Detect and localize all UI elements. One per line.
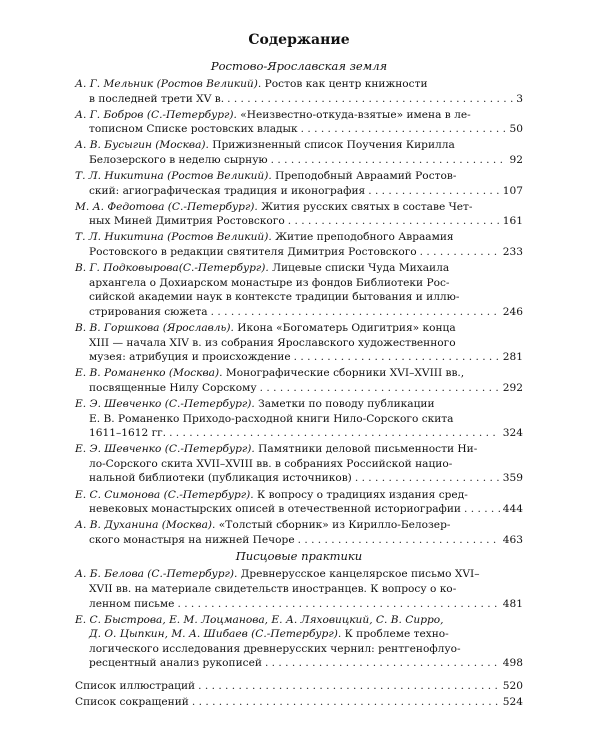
toc-entry: [75, 366, 523, 395]
entry-text: Список иллюстраций: [75, 679, 196, 692]
page-title: Содержание: [248, 32, 350, 48]
entry-author: Т. Л. Никитина (Ростов Великий).: [75, 170, 272, 183]
entry-text: Список сокращений: [75, 695, 189, 708]
entry-text: К вопросу о традициях издания сред-: [257, 488, 468, 501]
entry-text: Житие преподобного Авраамия: [275, 231, 454, 244]
page-number: 524: [502, 695, 523, 708]
page-number: 50: [509, 123, 523, 136]
entry-text: ресцентный анализ рукописей: [89, 657, 262, 670]
leader-dots: [288, 214, 500, 229]
toc-entry: [75, 442, 523, 486]
entry-first-line: [75, 518, 523, 533]
entry-first-line: [75, 261, 523, 276]
entry-first-line: [75, 613, 523, 628]
entry-text: Икона «Богоматерь Одигитрия» конца: [237, 322, 456, 334]
entry-author: А. Г. Бобров (С.-Петербург).: [75, 108, 237, 121]
entry-author: Е. С. Быстрова, Е. М. Лоцманова, Е. А. Ляховицкий, С. В. Сирро,: [75, 613, 444, 626]
entry-last-line: [75, 656, 523, 671]
page-number: 444: [502, 503, 523, 516]
entry-author: Е. В. Романенко (Москва).: [75, 367, 223, 380]
leader-dots: [298, 533, 500, 548]
entry-text: Преподобный Авраамий Ростов-: [275, 170, 457, 183]
toc-entry: [75, 488, 523, 517]
entry-line: ло-Сорского скита XVII–XVIII вв. в собраниях Российской нацио-: [89, 457, 453, 470]
page-number: 463: [502, 533, 523, 546]
entry-line: сийской академии наук в контексте традиции бытования и иллю-: [89, 291, 460, 304]
leader-dots: [464, 502, 500, 517]
entry-author: В. В. Горшкова (Ярославль).: [75, 322, 234, 334]
entry-text: нальной библиотеки (публикация источников): [89, 472, 352, 485]
entry-text: Прижизненный список Поучения Кирилла: [212, 139, 455, 152]
entry-first-line: [75, 138, 523, 153]
entry-text: в последней трети XV в.: [89, 92, 225, 105]
entry-author: А. Б. Белова (С.-Петербург).: [75, 568, 238, 581]
entry-last-line: [75, 381, 523, 396]
entry-text: Жития русских святых в составе Чет-: [261, 200, 473, 213]
leader-dots: [271, 153, 507, 168]
entry-first-line: [75, 200, 523, 215]
page-number: 498: [502, 657, 523, 670]
entry-text: «Толстый сборник» из Кирилло-Белозер-: [218, 519, 451, 532]
entry-text: музея: атрибуция и происхождение: [89, 351, 291, 364]
leader-dots: [368, 184, 500, 199]
entry-first-line: [75, 77, 523, 92]
leader-dots: [294, 350, 500, 365]
toc-entry: [75, 77, 523, 106]
page-number: 92: [509, 153, 523, 166]
entry-author: Д. О. Цыпкин, М. А. Шибаев (С.-Петербург).: [89, 628, 342, 641]
entry-first-line: [75, 230, 523, 245]
leader-dots: [198, 679, 500, 694]
entry-first-line: [75, 442, 523, 457]
page-number: 233: [502, 246, 523, 259]
page-number: 161: [502, 215, 523, 228]
leader-dots: [420, 245, 500, 260]
entry-author: Е. Э. Шевченко (С.-Петербург).: [75, 397, 255, 410]
entry-text: Белозерского в неделю сырную: [89, 153, 268, 166]
toc-entry: [75, 200, 523, 229]
entry-text: Древнерусское канцелярское письмо XVI–: [240, 568, 480, 581]
entry-last-line: [75, 184, 523, 199]
entry-text: стрирования сюжета: [89, 305, 208, 318]
toc-entry: [75, 138, 523, 167]
leader-dots: [169, 426, 500, 441]
toc-entry: [75, 321, 523, 365]
entry-last-line: [75, 153, 523, 168]
section-heading: Ростово-Ярославская земля: [210, 59, 388, 73]
page-number: 520: [502, 679, 523, 692]
entry-line: логического исследования древнерусских чернил: рентгенофлуо-: [89, 642, 461, 655]
entry-author: Е. Э. Шевченко (С.-Петербург).: [75, 443, 255, 456]
entry-text: ленном письме: [89, 597, 175, 610]
entry-first-line: [75, 169, 523, 184]
entry-last-line: [75, 350, 523, 365]
entry-text: ского монастыря на нижней Печоре: [89, 533, 295, 546]
page-number: 246: [502, 305, 523, 318]
entry-author: Т. Л. Никитина (Ростов Великий).: [75, 231, 272, 244]
entry-last-line: [75, 502, 523, 517]
entry-first-line: [75, 397, 523, 412]
entry-text: Памятники деловой письменности Ни-: [258, 443, 478, 456]
entry-first-line: [75, 567, 523, 582]
entry-text: ных Миней Димитрия Ростовского: [89, 215, 285, 228]
page-number: 292: [502, 381, 523, 394]
entry-text: 1611–1612 гг.: [89, 427, 167, 440]
leader-dots: [177, 597, 499, 612]
toc-entry: [75, 567, 523, 611]
entry-last-line: [75, 245, 523, 260]
leader-dots: [260, 381, 500, 396]
entry-text: Заметки по поводу публикации: [258, 397, 435, 410]
leader-dots: [355, 471, 500, 486]
page-number: 107: [502, 184, 523, 197]
toc-extra-entry: [75, 679, 523, 694]
entry-last-line: [75, 305, 523, 320]
entry-last-line: [75, 92, 523, 107]
toc-entry: [75, 108, 523, 137]
entry-author: А. Г. Мельник (Ростов Великий).: [75, 78, 262, 90]
entry-line: XIII — начала XIV в. из собрания Ярославского художественного: [89, 336, 456, 349]
entry-text: ский: агиографическая традиция и иконография: [89, 184, 366, 197]
entry-last-line: [75, 471, 523, 486]
entry-text: Монографические сборники XVI–XVIII вв.,: [225, 367, 465, 380]
toc-extra-entry: [75, 695, 523, 710]
entry-text: тописном Списке ростовских владык: [89, 123, 298, 136]
entry-line: архангела о Дохиарском монастыре из фондов Библиотеки Рос-: [89, 276, 450, 289]
entry-last-line: [75, 214, 523, 229]
toc-entry: [75, 613, 523, 671]
leader-dots: [192, 695, 500, 710]
entry-text: Ростов как центр книжности: [264, 78, 428, 90]
page-number: 281: [502, 351, 523, 364]
entry-text: Ростовского в редакции святителя Димитрия Ростовского: [89, 246, 417, 259]
entry-line: XVII вв. на материале свидетельств иностранцев. К вопросу о ко-: [89, 583, 457, 595]
entry-text: К проблеме техно-: [344, 628, 449, 641]
leader-dots: [227, 92, 513, 107]
toc-entry: [75, 518, 523, 547]
entry-line: Е. В. Романенко Приходо-расходной книги Нило-Сорского скита: [89, 412, 454, 425]
page-number: 481: [502, 597, 523, 610]
toc-entry: [75, 230, 523, 259]
section-heading: Писцовые практики: [235, 549, 363, 564]
entry-text: посвященные Нилу Сорскому: [89, 381, 257, 394]
leader-dots: [301, 122, 507, 137]
entry-author: А. В. Духанина (Москва).: [75, 519, 216, 532]
entry-line: [75, 627, 523, 642]
entry-author: М. А. Федотова (С.-Петербург).: [75, 200, 258, 213]
page-number: 324: [502, 427, 523, 440]
entry-last-line: [75, 122, 523, 137]
entry-text: невековых монастырских описей в отечественной историографии: [89, 503, 461, 516]
leader-dots: [211, 305, 500, 320]
leader-dots: [265, 656, 500, 671]
entry-text: «Неизвестно-откуда-взятые» имена в ле-: [240, 108, 471, 121]
table-of-contents: [75, 32, 523, 711]
toc-entry: [75, 397, 523, 441]
entry-last-line: [75, 426, 523, 441]
entry-author: Е. С. Симонова (С.-Петербург).: [75, 488, 254, 501]
entry-last-line: [75, 533, 523, 548]
entry-first-line: [75, 366, 523, 381]
entry-text: Лицевые списки Чуда Михаила: [272, 262, 450, 275]
entry-first-line: [75, 321, 523, 336]
entry-author: В. Г. Подковырова(С.-Петербург).: [75, 262, 269, 275]
entry-first-line: [75, 488, 523, 503]
entry-author: А. В. Бусыгин (Москва).: [75, 139, 209, 152]
page-number: 3: [516, 92, 523, 105]
entry-first-line: [75, 108, 523, 123]
toc-body: [75, 59, 523, 709]
toc-entry: [75, 169, 523, 198]
toc-entry: [75, 261, 523, 319]
entry-last-line: [75, 597, 523, 612]
page-number: 359: [502, 472, 523, 485]
